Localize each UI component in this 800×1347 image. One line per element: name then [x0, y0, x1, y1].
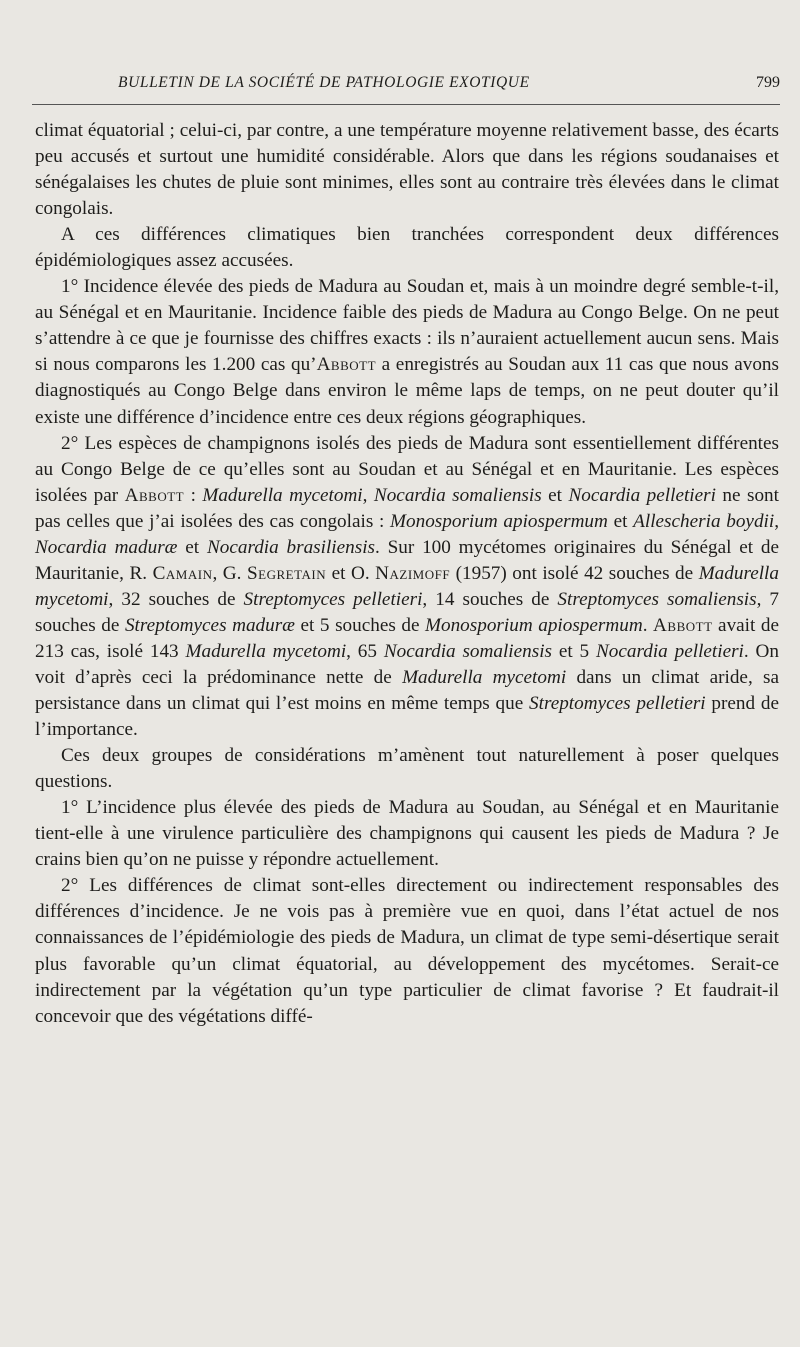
species-name: Allescheria boydii: [633, 510, 775, 532]
text-run: et: [541, 484, 569, 506]
text-run: , 14 souches de: [422, 588, 558, 610]
species-name: Madurella mycetomi: [35, 562, 779, 610]
text-run: et 5 souches de: [295, 614, 426, 636]
text-run: :: [184, 484, 203, 506]
species-name: Monosporium apiospermum: [390, 510, 608, 532]
author-name: Abbott: [124, 484, 185, 506]
paragraph: [35, 118, 779, 222]
species-name: Streptomyces pelletieri: [243, 588, 423, 610]
species-name: Nocardia somaliensis: [373, 484, 542, 506]
author-name: Segretain: [246, 562, 327, 584]
text-run: a enregistrés au Soudan aux 11 cas que nous avons diagnostiqués au Congo Belge dans environ le même laps de temps, on ne peut douter qu’il existe une différence d’incidence entre ces deux régions géographiques.: [35, 354, 779, 428]
text-run: Ces deux groupes de considérations m’amènent tout naturellement à poser quelques questions.: [35, 745, 779, 793]
text-run: et O.: [326, 562, 376, 584]
text-run: 1° L’incidence plus élevée des pieds de Madura au Soudan, au Sénégal et en Mauritanie tient-elle à une virulence particulière des champignons qui causent les pieds de Madura ? Je crains bien qu’on ne puisse y répondre actuellement.: [35, 797, 779, 871]
text-run: 2° Les espèces de champignons isolés des pieds de Madura sont essentiellement différentes au Congo Belge de ce qu’elles sont au Soudan et au Sénégal et en Mauritanie. Les espèces isolées par: [35, 432, 779, 506]
text-run: dans un climat aride, sa persistance dans un climat qui l’est moins en même temps que: [35, 666, 780, 715]
paragraph: [35, 873, 779, 1029]
text-run: ,: [774, 510, 780, 532]
header-rule: [32, 104, 780, 105]
species-name: Nocardia brasiliensis: [206, 536, 376, 558]
text-run: ne sont pas celles que j’ai isolées des cas congolais :: [35, 484, 779, 532]
species-name: Madurella mycetomi: [185, 640, 347, 662]
species-name: Streptomyces pelletieri: [529, 693, 706, 715]
text-run: (1957) ont isolé 42 souches de: [450, 562, 699, 584]
paragraph: [35, 795, 779, 873]
text-run: , 7 souches de: [35, 588, 780, 636]
species-name: Nocardia pelletieri: [596, 640, 744, 662]
species-name: Streptomyces somaliensis: [557, 588, 757, 610]
journal-title: BULLETIN DE LA SOCIÉTÉ DE PATHOLOGIE EXOTIQUE: [118, 74, 530, 91]
article-body: [35, 118, 779, 1030]
text-run: 2° Les différences de climat sont-elles directement ou indirectement responsables des différences d’incidence. Je ne vois pas à première vue en quoi, dans l’état actuel de nos connaissances de l’épidémiologie des pieds de Madura, un climat de type semi-désertique serait plus favorable qu’un climat équatorial, au développement des mycétomes. Serait-ce indirectement par la végétation qu’un type particulier de climat favorise ? Et faudrait-il concevoir que des végétations diffé-: [35, 875, 779, 1027]
text-run: .: [642, 614, 654, 636]
text-run: , 32 souches de: [108, 588, 244, 610]
species-name: Monosporium apiospermum: [425, 614, 643, 636]
author-name: Nazimoff: [375, 562, 451, 584]
text-run: prend de l’importance.: [35, 693, 779, 741]
text-run: . Sur 100 mycétomes originaires du Sénégal et de Mauritanie, R.: [35, 536, 779, 584]
author-name: Camain: [152, 562, 213, 584]
text-run: climat équatorial ; celui-ci, par contre, a une température moyenne relativement basse, des écarts peu accusés et surtout une humidité considérable. Alors que dans les régions soudanaises et sénégalaises les chutes de pluie sont minimes, elles sont au contraire très élevées dans le climat congolais.: [35, 120, 779, 220]
species-name: Madurella mycetomi: [202, 484, 363, 506]
text-run: avait de 213 cas, isolé 143: [35, 614, 779, 662]
text-run: , 65: [346, 640, 384, 662]
paragraph: [35, 222, 779, 274]
paragraph: [35, 431, 779, 744]
text-run: . On voit d’après ceci la prédominance nette de: [35, 640, 779, 688]
text-run: et: [607, 510, 634, 532]
species-name: Nocardia somaliensis: [383, 640, 553, 662]
paragraph: [35, 274, 779, 430]
text-run: 1° Incidence élevée des pieds de Madura au Soudan et, mais à un moindre degré semble-t-il, au Sénégal et en Mauritanie. Incidence faible des pieds de Madura au Congo Belge. On ne peut s’attendre à ce que je fournisse des chiffres exacts : ils n’auraient actuellement aucun sens. Mais si nous comparons les 1.200 cas qu’: [35, 276, 779, 376]
species-name: Streptomyces maduræ: [124, 614, 295, 636]
species-name: Nocardia maduræ: [35, 536, 178, 558]
text-run: , G.: [212, 562, 247, 584]
author-name: Abbott: [653, 614, 713, 636]
page-number: 799: [756, 74, 780, 91]
author-name: Abbott: [316, 354, 377, 376]
text-run: et: [177, 536, 207, 558]
species-name: Madurella mycetomi: [402, 666, 567, 688]
text-run: et 5: [552, 640, 596, 662]
text-run: ,: [362, 484, 374, 506]
paragraph: [35, 743, 779, 795]
text-run: A ces différences climatiques bien tranchées correspondent deux différences épidémiologiques assez accusées.: [35, 224, 779, 272]
species-name: Nocardia pelletieri: [568, 484, 716, 506]
